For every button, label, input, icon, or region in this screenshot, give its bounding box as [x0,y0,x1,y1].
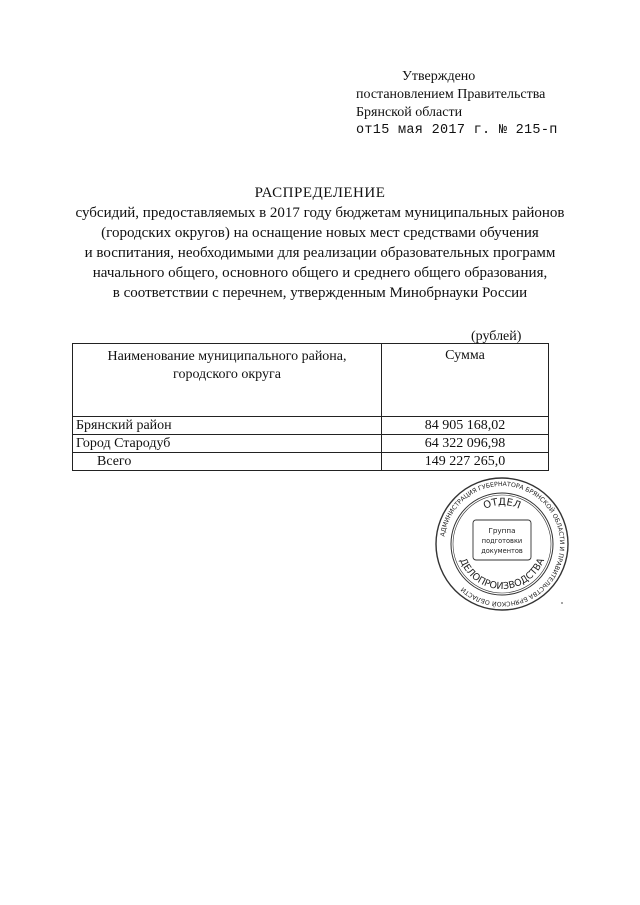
units-label: (рублей) [471,329,522,344]
stamp-middle-bottom: ДЕЛОПРОИЗВОДСТВА [457,556,547,593]
table-row [73,435,549,453]
table-row [73,417,549,435]
distribution-table [72,343,549,471]
scan-speck [561,602,563,604]
title-line-2: (городских округов) на оснащение новых мест средствами обучения [101,225,539,241]
title-line-5: в соответствии с перечнем, утвержденным Минобрнауки России [112,285,528,301]
header-name [73,344,382,417]
approval-block [356,68,558,140]
stamp-center-line-2: подготовки [481,537,523,545]
approval-line-1: Утверждено [402,69,476,84]
total-name: Всего [73,453,382,471]
approval-line-2: постановлением Правительства [356,87,546,102]
header-sum: Сумма [382,344,549,417]
approval-date-number: от15 мая 2017 г. № 215-п [356,123,558,138]
document-title [0,183,640,303]
stamp-seal-icon [433,475,571,613]
table-header-row [73,344,549,417]
stamp-center-line-1: Группа [488,526,516,535]
header-name-line-1: Наименование муниципального района, [107,349,347,364]
row-name: Город Стародуб [73,435,382,453]
stamp-center-line-3: документов [481,547,523,555]
title-line-1: субсидий, предоставляемых в 2017 году бюджетам муниципальных районов [75,205,565,221]
header-name-line-2: городского округа [173,367,281,382]
total-sum: 149 227 265,0 [382,453,549,471]
stamp-outer-text: АДМИНИСТРАЦИЯ ГУБЕРНАТОРА БРЯНСКОЙ ОБЛАСТИ И ПРАВИТЕЛЬСТВА БРЯНСКОЙ ОБЛАСТИ [439,480,566,608]
title-heading: РАСПРЕДЕЛЕНИЕ [254,185,386,201]
row-sum: 84 905 168,02 [382,417,549,435]
office-stamp [433,475,571,613]
title-line-4: начального общего, основного общего и среднего общего образования, [92,265,548,281]
row-name: Брянский район [73,417,382,435]
row-sum: 64 322 096,98 [382,435,549,453]
stamp-middle-top: ОТДЕЛ [481,496,523,512]
title-line-3: и воспитания, необходимыми для реализации образовательных программ [84,245,556,261]
table-total-row [73,453,549,471]
approval-line-3: Брянской области [356,105,463,120]
